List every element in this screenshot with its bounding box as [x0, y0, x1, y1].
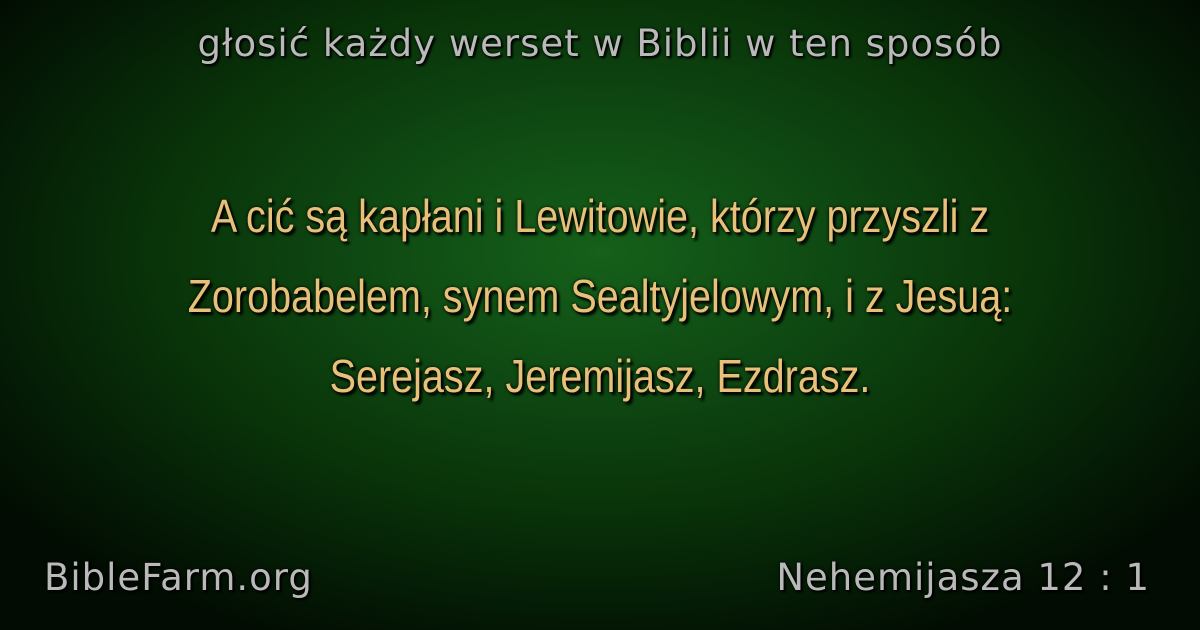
site-name: BibleFarm.org	[44, 556, 313, 599]
verse-text: A cić są kapłani i Lewitowie, którzy przyszli z Zorobabelem, synem Sealtyjelowym, i z Jesuą: Serejasz, Jeremijasz, Ezdrasz.	[187, 190, 1013, 402]
tagline-header: głosić każdy werset w Biblii w ten sposób	[197, 22, 1003, 65]
verse-reference: Nehemijasza 12 : 1	[776, 556, 1150, 599]
